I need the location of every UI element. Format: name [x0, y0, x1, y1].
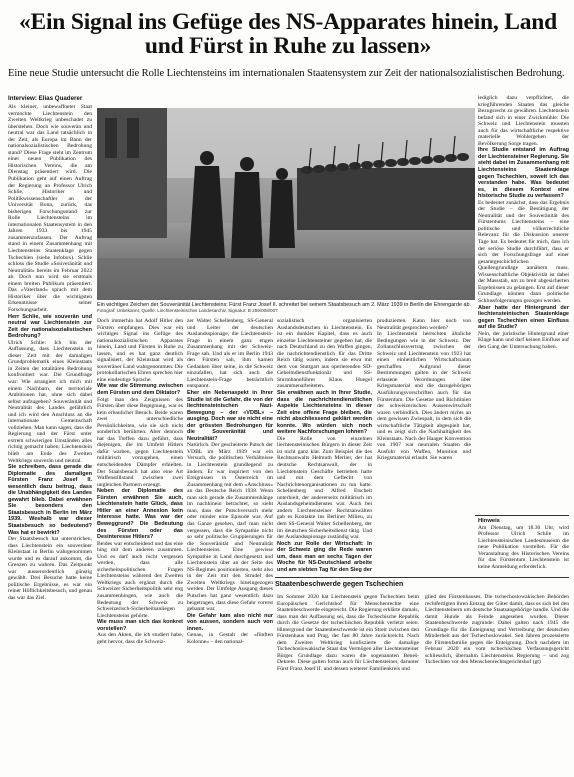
article-paragraph: Beides war entscheidend und das eine hing mit dem anderen zusammen. Und es darf auch nicht vergessen werden, dass alle sicherheitspolitischen Fragen Liechtensteins während des Zweiten Weltkriegs auch ergänzt durch die Schweizer Sicherheitspolitik sehr eng zusammenhingen, wie auch die Bedeutung der Schweiz zu Schweizerisch-Sicherheitsanliegen Liechtensteins gehörte. — [97, 540, 183, 619]
photo-credit: Fotograf: Unbekannt, Quelle: Liechtensteinisches Landesarchiv, Signatur: B 259/008/007 — [97, 308, 278, 314]
headline: «Ein Signal ins Gefüge des NS-Apparates hinein, Land und Fürst in Ruhe zu lassen» — [18, 9, 558, 59]
article-column-5 — [377, 318, 471, 573]
article-column-1 — [8, 104, 92, 770]
article-paragraph: Natürlich. Der gescheiterte Putsch der VDBL im März 1939 war ein Versuch, die politischen Verhältnisse in Liechtenstein grundlegend zu ändern. Er war inspiriert von den Ereignissen in Österreich im Zusammenhang mit dem «Anschluss» an das Deutsche Reich 1938. Wenn man sich gerade die Zusammenhänge im nachhinein betrachtet, so sieht man, dass der Putschversuch mehr oder minder eine Episode war. Auf das Ganze gesehen, darf man nicht vergessen, dass die Sympathie nicht so sehr politische Gruppierungen für die Souveränität und Neutralität Liechtensteins. Eine gewisse Sympathie in Land durchgesetzt und Liechtenstein über an der Seite des NS-Regimes positionierten, steht also in der Zeit mit den Strudel des Zweiten Weltkriegs hineingezogen werden. Der Umfolge Ausgang dieses Putsches hat ganz wesentlich dazu beigetragen, dass diese Gefahr vorerst gebannt war. — [187, 442, 273, 613]
interview-question: Eher ein Nebenaspekt in Ihrer Studie ist die Gefahr, die von der liechtensteinischen Nazi-Bewegung – der «VDBL» – ausging. Doch war sie nicht eine der grössten Bedrohungen für die Souveränität und Neutralität? — [187, 390, 273, 442]
interview-question: Aber hatte der Hintergrund der liechtensteinischen Staatenklage gegen Tschechien einen Einfluss auf die Studie? — [478, 304, 569, 331]
article-paragraph: Genau, in Gestalt der «fünften Kolonne» – den national- — [187, 632, 273, 645]
article-paragraph: Ulrich Schlie: Ich bin der Auffassung, dass Liechtenstein in dieser Zeit mit der damaligen Grundproblematik eines Kleinstaats in Zeiten der totalitären Bedrohung konfrontiert war. Die Grundfrage war: Wie arrangiert ich mich mit einem Nachbarn, der territoriale Ambitionen hat, ohne sich dabei selbst aufzugeben? Souveränität und Neutralität des Landes gefährlich und ich wird den Anschluss an die internationale Gemeinschaft vollziehen. Man kann sagen, dass die Regierung und der Fürst unter extrem schwierigen Umständen alles richtig gemacht haben: Liechtenstein blieb am Ende des Zweiten Weltkriegs souverän und neutral. — [8, 339, 92, 464]
interview-question: Noch zur Rolle der Wirtschaft: In der Schweiz ging die Rede waren um, dass man an sechs Tagen der Woche für NS-Deutschland arbeite und am siebten Tag für den Sieg der — [277, 540, 372, 573]
article-paragraph: Aus den Akten, die ich studiert habe, geht hervor, dass die Schweiz- — [97, 632, 183, 645]
article-column-2 — [97, 318, 183, 770]
article-paragraph: Folgt man den Zeugnissen des Fürsten über diese Begegnung, war es kein erbaulicher Besuch. Beide waren zwei unterschiedliche Persönlichkeiten, wie sie sich nicht sonderlich berührten. Aber dennoch hat das Treffen dazu geführt, dass diejenigen, die im Umfeld Hitlers dafür warben, gegen Liechtenstein militärisch vorzugehen, einen entscheidenden Dämpfer erhielten. Der Staatsbesuch hat also eine Art Waffenstillstand zwischen zwei ungleichen Partnern erzeugt. — [97, 396, 183, 488]
article-paragraph: Es bedeutet zunächst, dass das Ergebnis der Studie – die Bestätigung der Neutralität und der Souveränität des Fürstentums Liechtensteins – eine politische und völkerrechtliche Relevanz für die Diskussion unserer Tage hat. Es bedeutet für mich, dass ich der seriöse Studie durchführt, dass er sich der Forschungsfrage auf einer gesamtgeschichtlichen Quellengrundlage annähern muss. Wissenschaftliche Objektivität ist dabei der Massstab, um zu breit abgesicherten Ergebnissen zu gelangen. Erst auf dieser Grundlage können dann politische Schlussfolgerungen gezogen werden. — [478, 199, 569, 304]
interview-question: Ihre Studie entstand im Auftrag der Liechtensteiner Regierung. Sie steht dabei im Zusammenhang mit Liechtensteins Staatenklage gegen Tschechien, soweit ich das verstanden habe. Was bedeutet es, in diesem Kontext eine historische Studie zu verfassen? — [478, 147, 569, 200]
article-column-6 — [478, 95, 569, 513]
interview-byline: Interview: Elias Quaderer — [8, 95, 83, 102]
article-paragraph: Die Rolle von einzelnen liechtensteinischen Bürgern in dieser Zeit ist nicht ganz klar. Zum Beispiel die des Rechtsanwalts Helmuth Merlier, der hat deutsche Rechtsanwalt, der in Liechtenstein Geschäfte betrieben hatte und mit dem Geflecht von Nachrichtenorganisationen zu tun hatte. Schellenberg und Alfred Etscheit unterhielt, der andererseits militärisch im Auslandsgeheimdienstes war. Auch bei andern Liechtensteiner Rechtsanwälten gab es Kontakte ins Berliner Milieu, zu dem SS-General Walter Schellenberg, der im deutschen Sicherheitsdienst tätig. Und der Auslandsspionage zuständig war. — [277, 435, 372, 541]
infobox-text-2: glied des Fürstenhauses. Die tschechoslowakischen Behörden rechtfertigten ihren Entzug der Güter damit, dass es sich bei den Liechtensteinern um deutsche Staatsangehörige handle. Und die damit Hunde als Feinde angesehen wurden. Dieser Staatenbeschwerde zugrunde: Dabei galten nach 1945 die Grundlage für die Enteignung und Vertreibung der deutschen Minderheit aus der Tschechoslowakei. Seit Jahren prozessierte die Fürstenfamilie gegen die Enteignung. Doch nachdem im Februar 2020 ein vom tschechischen Verfassungsgericht schliesslich, übernahm Liechtensteins Regierung – und zog Tschechien vor den Menschenrechtsgerichtshof (gt) — [425, 594, 569, 666]
caption-text: Ein wichtiges Zeichen der Souveränität Liechtensteins: Fürst Franz Josef II. schreitet bei seinem Staatsbesuch am 2. März 1939 in Berlin die Ehrengarde ab. — [97, 302, 471, 308]
article-paragraph: Der Staatsbesuch hat unterstrichen, dass Liechtenstein ein souveräner Kleinstaat in Berlin wahrgenommen wurde und es darauf ankommt, die Grenzen zu wahren. Das Zeitpunkt war ausserordentlich günstig gewählt. Drei Besuche hatte keine politische Ergebnisse, es war ein reiner Höflichkeitsbesuch, und genau das war das Ziel. — [8, 536, 92, 602]
photo-caption — [97, 302, 475, 314]
article-paragraph: produzierten. Kann hier noch von Neutralität gesprochen werden? — [377, 318, 471, 331]
infobox-title: Staatenbeschwerde gegen Tschechien — [275, 577, 569, 591]
interview-question: Die Gefahr kam also nicht nur von aussen, sondern auch von innen. — [187, 612, 273, 632]
article-paragraph: In Liechtenstein herrschten ähnliche Bedingungen wie in der Schweiz. Der Zollanschlussvertrag zwischen der Schweiz und Liechtenstein von 1923 hat einen einheitlichen Wirtschaftsraum geschaffen. Aufgrund dieser Bestimmungen galten in der Schweiz erlassene Verordnungen über Kriegsmaterial und die dazugehörigen Ausführungsvorschriften auch für das Fürstentum. Die Gesetze und Richtlinien der schweizerischen Aussenwirtschaft waren verbindlich. Dies ändert nichts an dem gewissen Zwiespalt, in dem sich die wirtschaftliche Tätigkeit abgespielt hat, und es zeigt sich die Nachhaltigkeit des Kleinstaats. Nach der Haager Konvention von 1907 war neutralen Staaten die Ausfuhr von Waffen, Munition und Kriegsmaterial erlaubt. Sie waren — [377, 331, 471, 462]
interview-question: Sie erwähnen auch in Ihrer Studie, dass die nachrichtendienstlichen Aspekte Liechtensteins in dieser Zeit eine offene Frage bleiben, die nicht abschliessend geklärt werden konnte. Wo würden sich noch weitere Nachforschungen lohnen? — [277, 390, 372, 436]
interview-question: Wie muss man sich das konkret vorstellen? — [97, 619, 183, 632]
honor-guard-image — [97, 108, 475, 300]
lead-paragraph: Eine neue Studie untersucht die Rolle Liechtensteins im internationalen Staatensystem zur Zeit der nationalsozialistischen Bedrohung. — [8, 68, 565, 79]
historical-photo — [97, 108, 475, 300]
hinweis-divider — [475, 515, 569, 516]
article-column-3 — [187, 318, 273, 770]
infobox-column-1 — [277, 594, 419, 770]
article-column-4 — [277, 318, 372, 573]
infobox-text-1: Im Sommer 2020 hat Liechtenstein gegen Tschechien beim Europäischen Gerichtshof für Menschenrechte eine Staatenbeschwerde eingereicht. Die Regierung erklärte damals, dass man der Auffassung sei, dass die Tschechische Republik durch die Gesetze der tschechischen Republik verletzt seien. Hintergrund der Staatenbeschwerde ist ein Streit zwischen den Fürstenhaus und Prag, der fast 80 Jahre zurückreicht. Nach dem Zweiten Weltkrieg konfiszierte die damalige Tschechoslowakische Staat das Vermögen aller Liechtensteiner Bürger. Grundlage dazu waren die sogenannten Beneš-Dekrete. Diese galten fortan auch für Liechtensteiner, darunter Fürst Franz Josef II. und dessen weiterer Familienkreis und — [277, 594, 419, 673]
interview-question: Herr Schlie, wie souverän und neutral war Liechtenstein zur Zeit der nationalsozialistischen Bedrohung? — [8, 313, 92, 340]
article-paragraph: Als kleiner, unbewaffneter Staat vermochte Liechtenstein den Zweiten Weltkrieg unbeschadet zu überstehen. Doch wie souverän und neutral war das Land tatsächlich in der Zeit, als Europa im Bann der nationalsozialistischen Bedrohung stand? Diese Frage steht im Zentrum einer neuen Publikation des Historischen Vereins, die am Dienstag präsentiert wird. Die Publikation geht auf einen Auftrag der Regierung an Professor Ulrich Schlie, Historiker und Politikwissenschaftler an der Universität Bonn, zurück, das bisherigen Forschungsstand zur Rolle Liechtensteins im internationalen Staatensystem in den Jahren 1933 bis 1945 zusammenzufassen. Der Auftrag stand in einem Zusammenhang mit Liechtensteins Staatenklage gegen Tschechien (siehe Infobox). Schlie schloss die Studie «Souveränität und Neutralität» bereits im Februar 2022 ab. Doch nun wird sie erstmals einem breiten Publikum präsentiert. Das «Vaterland» sprach mit dem Historiker über die wichtigsten Erkenntnisse seiner Forschungsarbeit. — [8, 104, 92, 313]
article-paragraph: sozialistisch organisierten Auslandsdeutschen in Liechtenstein. Es ist ein dunkles Kapitel, dass es auch einzelne Liechtensteiner gegeben hat, die nach Deutschland zu den Waffen gingen, die nachrichtendienstlich für das Dritte Reich tätig waren, indem sie etwa mit dem von Stuttgart aus operierenden SD-Geheimdienstfunktionär und SS-Sturmbannführer Klaus Huegel zusammenarbeiteten. — [277, 318, 372, 390]
interview-question: Neben der Diplomatie des Fürsten erwähnen Sie auch, Liechtenstein hatte Glück, dass Hitler an einer Annexion kein Interesse hatte. Was war der Beweggrund? Die Bedeutung des Fürsten oder das Desinteresse Hitlers? — [97, 488, 183, 541]
article-paragraph: zer Walter Schellenberg, SS-General und Leiter der deutschen Auslandsspionage, die Liechtenstein-Frage in einem ganz engen Zusammenhang mit der Schweiz-Frage sah. Und als er im Berlin 1943 den Fürsten sah, ihm kamen Gedanken über seine, in die Schweiz einzufallen, hat sich auch die Liechtenstein-Frage beträchtlich entspannt. — [187, 318, 273, 390]
article-paragraph: Doch immerhin hat Adolf Hitler den Fürsten empfangen. Dies war ein wichtiges Signal ins Gefüge des nationalsozialistischen Apparates hinein, Land und Fürsten in Ruhe zu lassen, und es hat ganz deutlich signalisiert, der Kleinstaat wird als souveräner Land wahrgenommen. Die protokollarischen Ehren sprechen hier eine eindeutige Sprache. — [97, 318, 183, 383]
interview-question: Sie schreiben, dass gerade die Diplomatie des damaligen Fürsten Franz Josef II. wesentlich dazu beitrug, dass die Unabhängigkeit des Landes gewahrt blieb. Dabei erwähnen Sie besonders den Staatsbesuch in Berlin im März 1939. Weshalb war dieser Staatsbesuch so bedeutend? Was hat er bewirkt? — [8, 464, 92, 536]
hinweis-text: Am Dienstag, um 18.30 Uhr, wird Professor Ulrich Schlie im Liechtensteinischen Landesmuseum die neue Publikation vorstellen. Für die Veranstaltung des Historischen Vereins für das Fürstentum Liechtenstein ist keine Anmeldung erforderlich. — [478, 524, 569, 570]
article-paragraph: lediglich dazu verpflichtet, die kriegführenden Staaten das gleiche Bezugsrecht zu gewähren. Liechtenstein befand sich in einer Zwickmühle: Die Schweiz und Liechtenstein mussten auch für das wirtschaftliche respektive materielle Wohlergehen der Bevölkerung Sorge tragen. — [478, 95, 569, 147]
infobox-column-2 — [425, 594, 569, 770]
article-paragraph: Nein, der juristische Hintergrund einer Klage kann und darf keinen Einfluss auf den Gang der Untersuchung haben. — [478, 330, 569, 350]
hinweis-box — [478, 518, 569, 576]
hinweis-title: Hinweis — [478, 518, 500, 524]
interview-question: Wie war die Stimmung zwischen dem Fürsten und dem Diktator? — [97, 383, 183, 397]
